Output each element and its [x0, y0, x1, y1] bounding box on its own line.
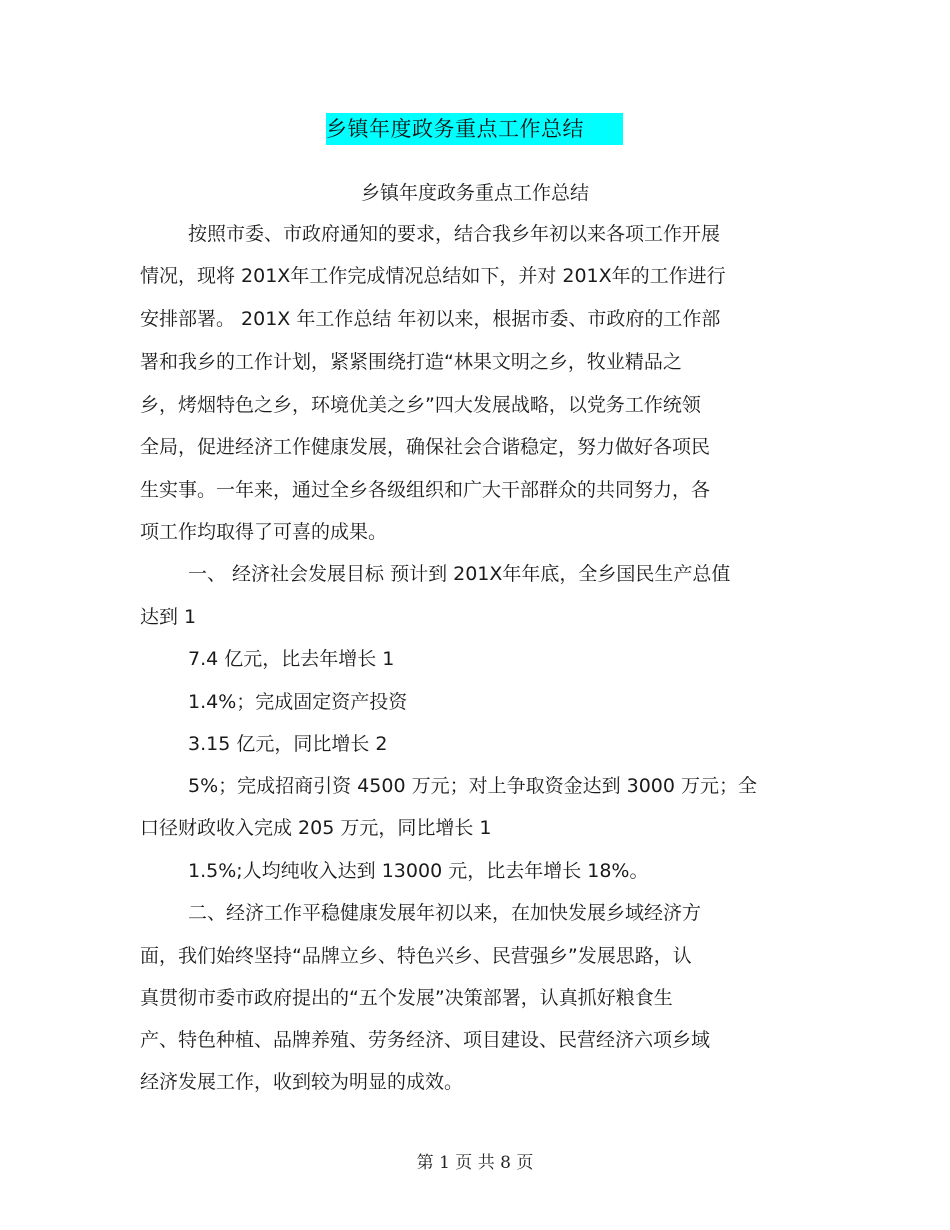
body-line: 面，我们始终坚持“品牌立乡、特色兴乡、民营强乡”发展思路，认 [140, 945, 692, 967]
page-number: 第 1 页 共 8 页 [416, 1153, 534, 1173]
body-line: 情况，现将 201X年工作完成情况总结如下，并对 201X年的工作进行 [140, 265, 726, 287]
body-line: 项工作均取得了可喜的成果。 [140, 521, 388, 543]
body-line: 口径财政收入完成 205 万元，同比增长 1 [140, 817, 492, 839]
body-line: 7.4 亿元，比去年增长 1 [188, 648, 395, 670]
body-line: 达到 1 [140, 606, 197, 628]
body-line: 一、 经济社会发展目标 预计到 201X年年底，全乡国民生产总值 [188, 563, 731, 585]
body-line: 经济发展工作，收到较为明显的成效。 [140, 1071, 464, 1093]
body-line: 全局，促进经济工作健康发展，确保社会合谐稳定，努力做好各项民 [140, 436, 711, 458]
body-line: 5%；完成招商引资 4500 万元；对上争取资金达到 3000 万元；全 [188, 775, 758, 797]
document-subtitle: 乡镇年度政务重点工作总结 [360, 182, 589, 204]
body-line: 真贯彻市委市政府提出的“五个发展”决策部署，认真抓好粮食生 [140, 987, 673, 1009]
body-line: 乡，烤烟特色之乡，环境优美之乡”四大发展战略，以党务工作统领 [140, 394, 701, 416]
body-line: 安排部署。 201X 年工作总结 年初以来，根据市委、市政府的工作部 [140, 308, 721, 330]
document-title: 乡镇年度政务重点工作总结 [326, 117, 584, 141]
body-line: 生实事。一年来，通过全乡各级组织和广大干部群众的共同努力，各 [140, 479, 711, 501]
body-line: 按照市委、市政府通知的要求，结合我乡年初以来各项工作开展 [188, 223, 721, 245]
body-line: 1.4%；完成固定资产投资 [188, 691, 408, 713]
body-line: 1.5%;人均纯收入达到 13000 元，比去年增长 18%。 [188, 860, 649, 882]
body-line: 二、经济工作平稳健康发展年初以来，在加快发展乡域经济方 [188, 902, 702, 924]
body-line: 署和我乡的工作计划，紧紧围绕打造“林果文明之乡，牧业精品之 [140, 351, 682, 373]
body-line: 产、特色种植、品牌养殖、劳务经济、项目建设、民营经济六项乡域 [140, 1029, 711, 1051]
body-line: 3.15 亿元，同比增长 2 [188, 733, 388, 755]
